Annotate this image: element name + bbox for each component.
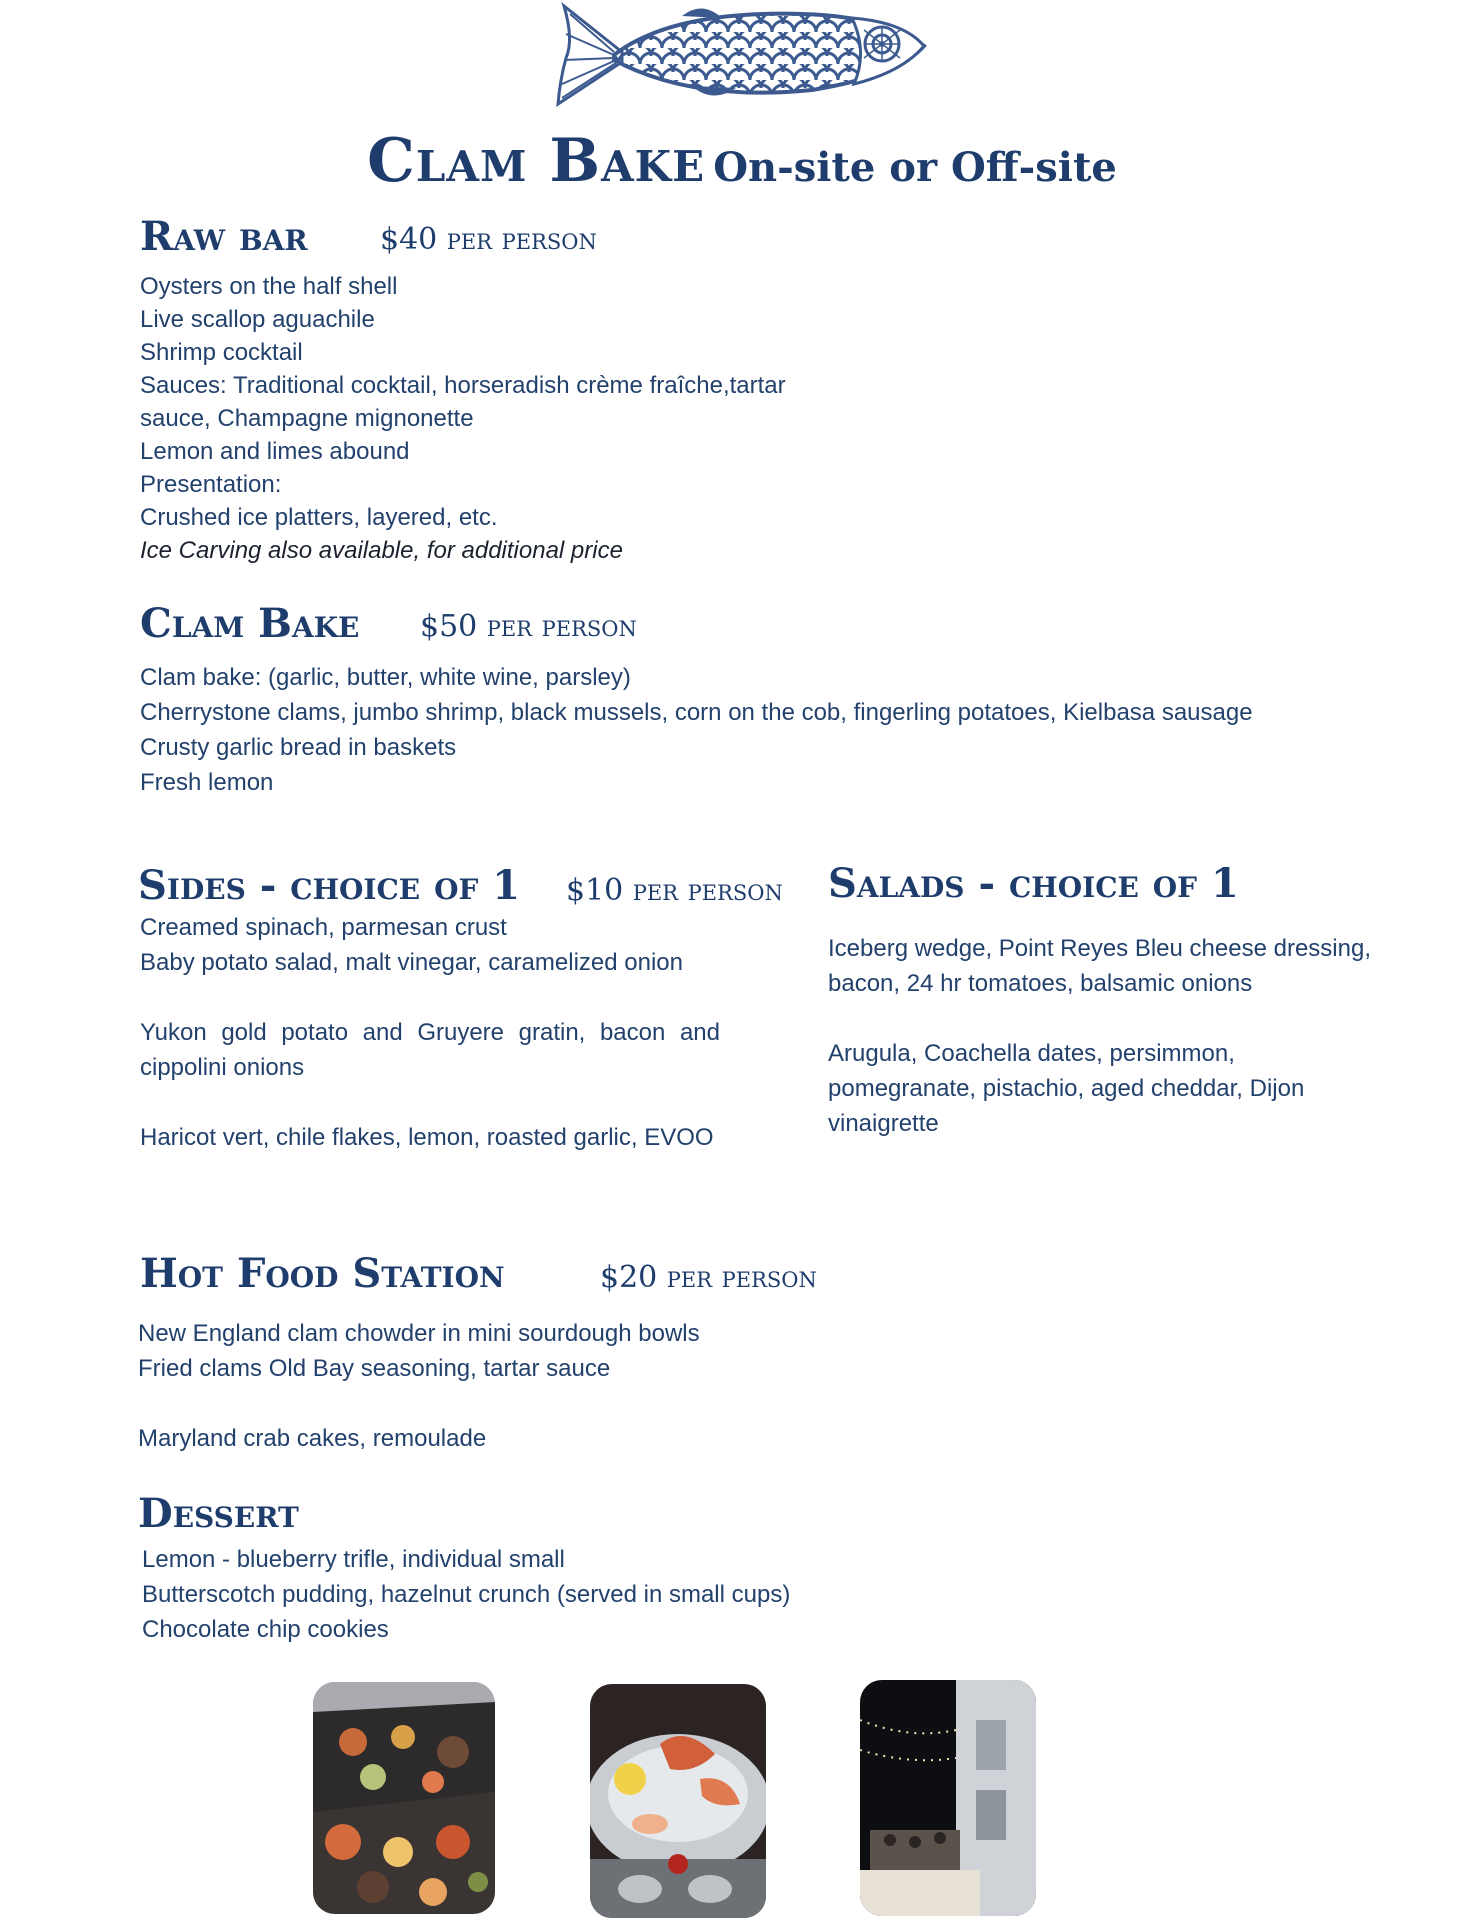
list-item: Crusty garlic bread in baskets: [140, 734, 457, 761]
list-item: Haricot vert, chile flakes, lemon, roasted garlic, EVOO: [140, 1124, 714, 1151]
dessert-list: [142, 1542, 1042, 1647]
list-item: New England clam chowder in mini sourdough bowls: [138, 1320, 700, 1347]
sides-price: $10 per person: [566, 873, 783, 908]
raw-bar-list: [140, 270, 900, 567]
list-item: Clam bake: (garlic, butter, white wine, parsley): [140, 664, 631, 691]
raw-bar-price: $40 per person: [380, 222, 597, 257]
list-item: Creamed spinach, parmesan crust: [140, 914, 507, 941]
list-item: Shrimp cocktail: [140, 339, 303, 366]
ice-carving-note: Ice Carving also available, for additional price: [140, 537, 623, 564]
sides-heading: Sides - choice of 1: [138, 862, 521, 909]
list-item: Maryland crab cakes, remoulade: [138, 1425, 487, 1452]
list-item: sauce, Champagne mignonette: [140, 405, 474, 432]
list-item: Cherrystone clams, jumbo shrimp, black mussels, corn on the cob, fingerling potatoes, Kielbasa sausage: [140, 699, 1253, 726]
list-item: Baby potato salad, malt vinegar, caramelized onion: [140, 949, 683, 976]
list-item: Crushed ice platters, layered, etc.: [140, 504, 498, 531]
raw-bar-platter-photo: [590, 1684, 766, 1918]
list-item: Lemon - blueberry trifle, individual small: [142, 1546, 565, 1573]
list-item: Live scallop aguachile: [140, 306, 375, 333]
clam-bake-heading: Clam Bake: [140, 600, 360, 647]
page-title: [0, 126, 1484, 196]
outdoor-dinner-photo: [860, 1680, 1036, 1916]
salads-list: [828, 931, 1378, 1141]
hot-food-list: [138, 1316, 938, 1456]
list-item: Sauces: Traditional cocktail, horseradish crème fraîche,tartar: [140, 372, 786, 399]
list-item: Yukon gold potato and Gruyere gratin, bacon and cippolini onions: [140, 1019, 720, 1081]
list-item: Presentation:: [140, 471, 282, 498]
hot-food-price: $20 per person: [600, 1260, 817, 1295]
title-main: Clam Bake: [367, 126, 706, 196]
list-item: Fresh lemon: [140, 769, 274, 796]
list-item: Chocolate chip cookies: [142, 1616, 389, 1643]
list-item: Lemon and limes abound: [140, 438, 410, 465]
list-item: Arugula, Coachella dates, persimmon, pomegranate, pistachio, aged cheddar, Dijon vinaigrette: [828, 1040, 1305, 1137]
salads-heading: Salads - choice of 1: [828, 860, 1239, 907]
clam-bake-price: $50 per person: [420, 609, 637, 644]
fish-logo: [552, 0, 928, 108]
sides-list: [140, 910, 720, 1155]
clam-bake-trays-photo: [313, 1682, 495, 1914]
list-item: Oysters on the half shell: [140, 273, 398, 300]
raw-bar-heading: Raw bar: [140, 213, 308, 260]
list-item: Iceberg wedge, Point Reyes Bleu cheese dressing, bacon, 24 hr tomatoes, balsamic onions: [828, 935, 1371, 997]
title-sub: On-site or Off-site: [713, 144, 1117, 191]
list-item: Butterscotch pudding, hazelnut crunch (served in small cups): [142, 1581, 791, 1608]
dessert-heading: Dessert: [138, 1490, 299, 1537]
clam-bake-list: [140, 660, 1300, 800]
hot-food-heading: Hot Food Station: [140, 1250, 505, 1297]
list-item: Fried clams Old Bay seasoning, tartar sauce: [138, 1355, 611, 1382]
